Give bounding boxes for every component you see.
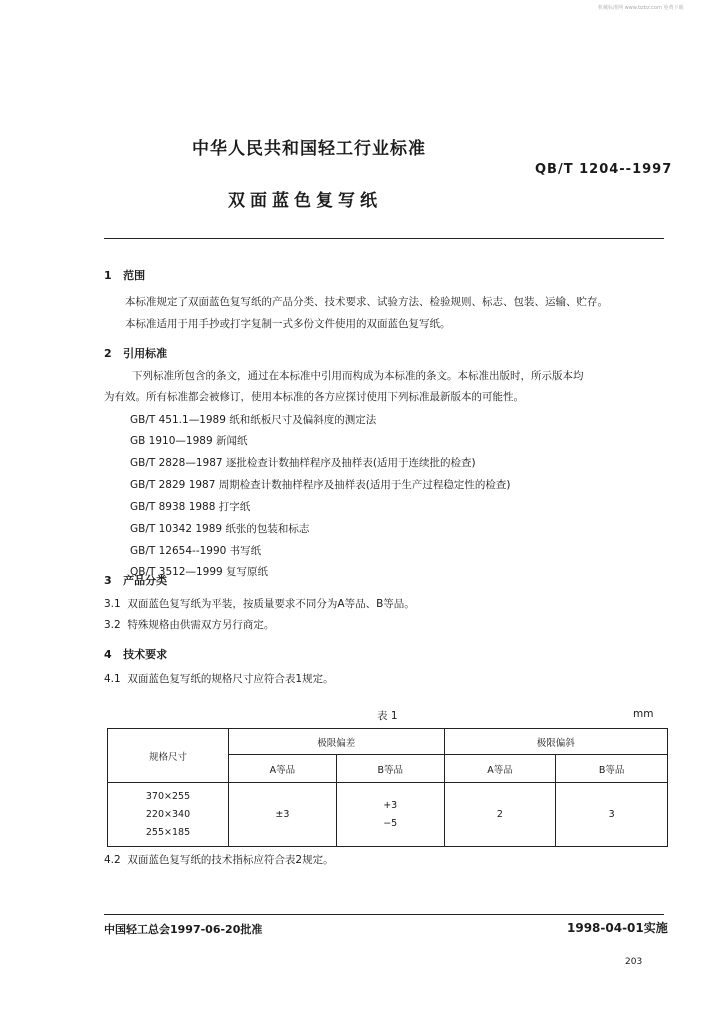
section-1-heading: [104, 267, 145, 283]
deviation-b-minus: −5: [383, 817, 398, 829]
document-title: 双面蓝色复写纸: [228, 191, 382, 211]
ref-item: GB/T 12654--1990 书写纸: [130, 545, 262, 557]
section-2-line-1: 下列标准所包含的条文，通过在本标准中引用而构成为本标准的条文。本标准出版时，所示版本均: [132, 370, 584, 382]
section-3-title: 产品分类: [123, 574, 168, 587]
clause-num: 4.2: [104, 854, 121, 866]
standard-org: 中华人民共和国轻工行业标准: [192, 139, 426, 159]
section-4-num: 4: [104, 648, 112, 661]
sub-header-a: A等品: [229, 755, 337, 783]
deviation-b-plus: +3: [383, 799, 398, 811]
sub-header-b: B等品: [556, 755, 668, 783]
skew-b: 3: [556, 783, 668, 847]
section-3-1: [104, 596, 415, 611]
clause-num: 4.1: [104, 673, 121, 685]
clause-text: 特殊规格由供需双方另行商定。: [127, 619, 275, 631]
ref-item: GB/T 8938 1988 打字纸: [130, 501, 251, 513]
col-size-header: 规格尺寸: [108, 729, 229, 783]
table-1-unit: mm: [633, 708, 654, 720]
ref-item: QB/T 3512—1999 复写原纸: [130, 566, 269, 578]
sub-header-b: B等品: [336, 755, 444, 783]
deviation-b: [336, 783, 444, 847]
clause-num: 3.1: [104, 598, 121, 610]
standard-code: QB/T 1204--1997: [535, 162, 673, 177]
section-3-heading: [104, 572, 167, 588]
section-2-title: 引用标准: [123, 347, 168, 360]
size-item: 255×185: [145, 826, 191, 838]
table-1-caption: 表 1: [377, 710, 398, 722]
section-4-2: [104, 852, 334, 867]
deviation-a: ±3: [229, 783, 337, 847]
watermark: 机械标准网 www.bzbz.com 免费下载: [598, 5, 684, 11]
skew-a: 2: [444, 783, 556, 847]
ref-item: GB/T 10342 1989 纸张的包装和标志: [130, 523, 310, 535]
clause-text: 双面蓝色复写纸为平装，按质量要求不同分为A等品、B等品。: [127, 598, 415, 610]
section-1-num: 1: [104, 269, 112, 282]
section-2-line-2: 为有效。所有标准都会被修订，使用本标准的各方应探讨使用下列标准最新版本的可能性。: [104, 391, 524, 403]
ref-item: GB/T 451.1—1989 纸和纸板尺寸及偏斜度的测定法: [130, 414, 377, 426]
ref-item: GB/T 2829 1987 周期检查计数抽样程序及抽样表(适用于生产过程稳定性的检查): [130, 479, 511, 491]
section-4-heading: [104, 646, 167, 662]
size-item: 220×340: [145, 808, 191, 820]
ref-item: GB 1910—1989 新闻纸: [130, 435, 248, 447]
clause-num: 3.2: [104, 619, 121, 631]
table-1: [107, 728, 668, 847]
section-2-heading: [104, 345, 167, 361]
size-item: 370×255: [145, 790, 191, 802]
clause-text: 双面蓝色复写纸的技术指标应符合表2规定。: [127, 854, 334, 866]
section-2-num: 2: [104, 347, 112, 360]
header-rule: [104, 238, 664, 239]
ref-item: GB/T 2828—1987 逐批检查计数抽样程序及抽样表(适用于连续批的检查): [130, 457, 476, 469]
section-4-1: [104, 671, 334, 686]
footer-rule: [104, 914, 664, 915]
approval-text: 中国轻工总会1997-06-20批准: [104, 923, 263, 936]
section-4-title: 技术要求: [123, 648, 168, 661]
group-skew-header: 极限偏斜: [444, 729, 667, 755]
size-list: [108, 783, 229, 847]
section-3-2: [104, 617, 274, 632]
section-1-line-1: 本标准规定了双面蓝色复写纸的产品分类、技术要求、试验方法、检验规则、标志、包装、运输、贮存。: [125, 296, 608, 308]
clause-text: 双面蓝色复写纸的规格尺寸应符合表1规定。: [127, 673, 334, 685]
implementation-text: 1998-04-01实施: [567, 921, 668, 935]
sub-header-a: A等品: [444, 755, 556, 783]
group-deviation-header: 极限偏差: [229, 729, 445, 755]
section-1-title: 范围: [123, 269, 146, 282]
section-1-line-2: 本标准适用于用手抄或打字复制一式多份文件使用的双面蓝色复写纸。: [125, 318, 451, 330]
section-3-num: 3: [104, 574, 112, 587]
page-number: 203: [625, 957, 643, 967]
